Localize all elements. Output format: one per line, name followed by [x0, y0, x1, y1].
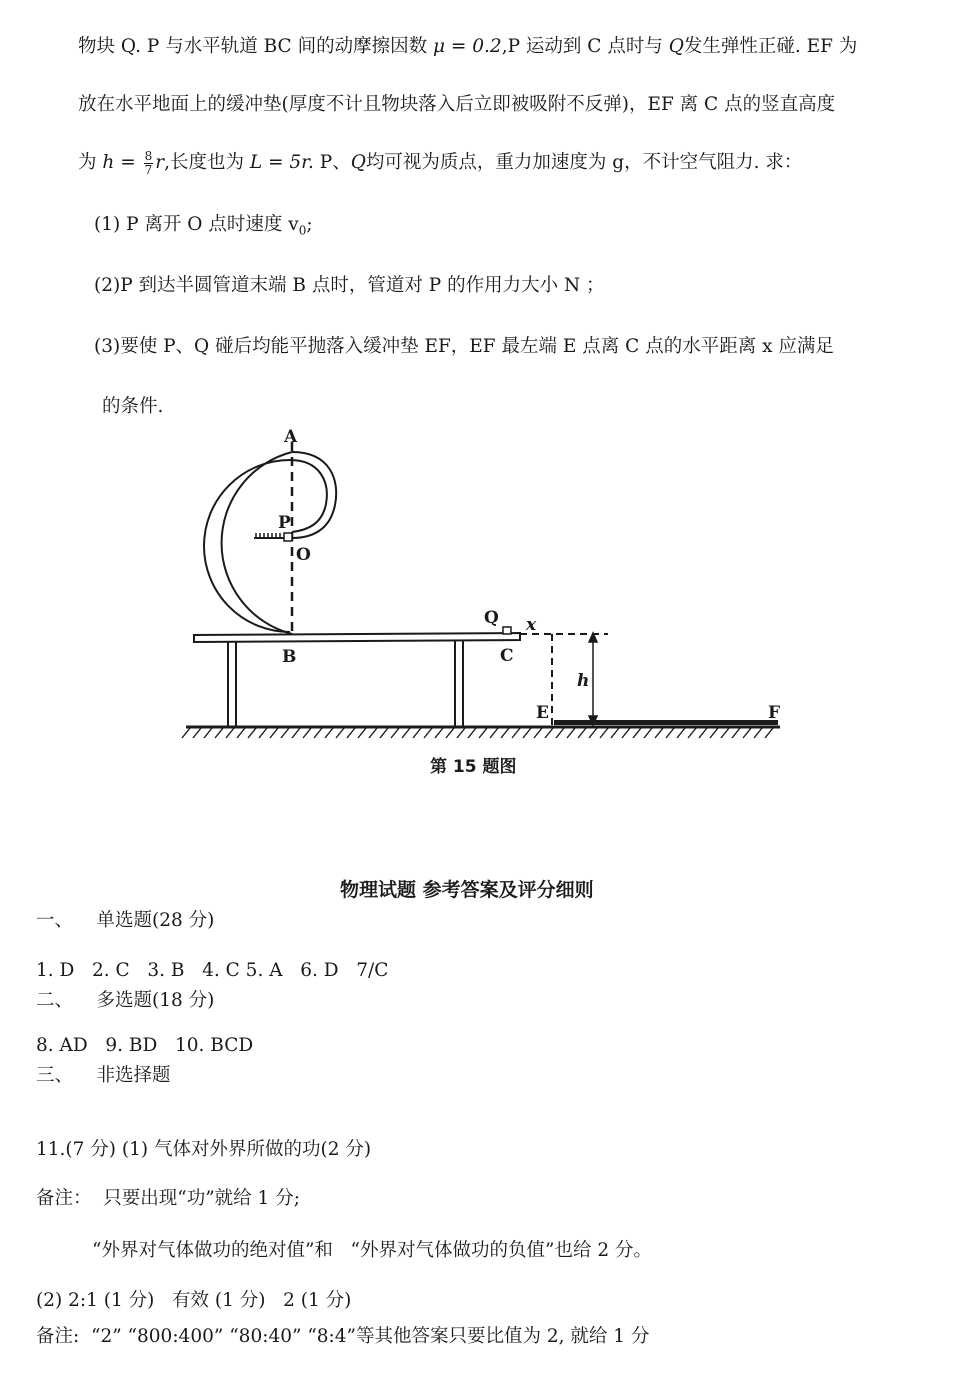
- text-run: (1) P 离开 O 点时速度 v: [94, 214, 299, 235]
- question-2: (2)P 到达半圆管道末端 B 点时，管道对 P 的作用力大小 N ；: [94, 275, 605, 296]
- answers-title: 物理试题 参考答案及评分细则: [340, 879, 594, 901]
- mu-value: μ = 0.2: [432, 36, 502, 57]
- fraction-denominator: 7: [144, 162, 153, 177]
- fraction-numerator: 8: [144, 149, 153, 163]
- hatch-mark: [545, 728, 553, 738]
- semicircle-pipe: [204, 452, 336, 634]
- hatch-mark: [578, 728, 586, 738]
- hatch-mark: [424, 728, 432, 738]
- hatch-mark: [556, 728, 564, 738]
- hatch-mark: [666, 728, 674, 738]
- hatch-mark: [358, 728, 366, 738]
- hatch-mark: [435, 728, 443, 738]
- label-F: F: [768, 703, 781, 723]
- hatch-mark: [292, 728, 300, 738]
- hatch-mark: [512, 728, 520, 738]
- hatch-mark: [567, 728, 575, 738]
- hatch-mark: [710, 728, 718, 738]
- text-run: ;: [306, 214, 313, 235]
- hatch-mark: [457, 728, 465, 738]
- q-symbol: Q: [350, 152, 366, 174]
- question-3: (3)要使 P、Q 碰后均能平抛落入缓冲垫 EF，EF 最左端 E 点离 C 点的水平距离 x 应满足: [94, 336, 834, 357]
- hatch-mark: [402, 728, 410, 738]
- hatch-mark: [611, 728, 619, 738]
- hatch-mark: [215, 728, 223, 738]
- q11-answer: 11.(7 分) (1) 气体对外界所做的功(2 分): [36, 1139, 372, 1160]
- hatch-mark: [721, 728, 729, 738]
- q-symbol: Q: [668, 36, 684, 57]
- problem-line-2: 放在水平地面上的缓冲垫(厚度不计且物块落入后立即被吸附不反弹)，EF 离 C 点的竖直高度: [78, 94, 836, 115]
- hatch-mark: [193, 728, 201, 738]
- section-2-answers: 8. AD 9. BD 10. BCD: [36, 1035, 254, 1056]
- hatch-mark: [765, 728, 773, 738]
- hatch-mark: [732, 728, 740, 738]
- problem-line-1: [78, 38, 857, 57]
- spring-launcher: [254, 533, 292, 541]
- h-symbol: h =: [102, 152, 136, 174]
- text-run: 发生弹性正碰. EF 为: [683, 36, 858, 57]
- text-run: 为: [78, 152, 97, 174]
- hatch-mark: [534, 728, 542, 738]
- hatch-mark: [622, 728, 630, 738]
- hatch-mark: [380, 728, 388, 738]
- hatch-mark: [281, 728, 289, 738]
- hatch-mark: [259, 728, 267, 738]
- hatch-mark: [347, 728, 355, 738]
- ground-hatching: [182, 728, 773, 738]
- cushion-EF: [554, 720, 778, 725]
- note-1: 备注： 只要出现“功”就给 1 分;: [36, 1188, 300, 1209]
- label-A: A: [284, 427, 298, 447]
- text-run: 物块 Q. P 与水平轨道 BC 间的动摩擦因数: [78, 36, 428, 57]
- hatch-mark: [479, 728, 487, 738]
- section-3-heading: 三、 非选择题: [36, 1065, 171, 1086]
- question-1: [94, 216, 313, 237]
- hatch-mark: [314, 728, 322, 738]
- hatch-mark: [248, 728, 256, 738]
- hatch-mark: [391, 728, 399, 738]
- physics-diagram: [180, 420, 790, 790]
- hatch-mark: [633, 728, 641, 738]
- section-2-heading: 二、 多选题(18 分): [36, 990, 215, 1011]
- question-3-continuation: 的条件.: [102, 396, 164, 417]
- hatch-mark: [644, 728, 652, 738]
- hatch-mark: [237, 728, 245, 738]
- section-1-answers: 1. D 2. C 3. B 4. C 5. A 6. D 7/C: [36, 960, 389, 981]
- hatch-mark: [501, 728, 509, 738]
- note-2: 备注: “2” “800:400” “80:40” “8:4”等其他答案只要比值为 2, 就给 1 分: [36, 1326, 650, 1347]
- label-Q: Q: [484, 608, 499, 628]
- label-h: h: [577, 671, 590, 691]
- label-P: P: [278, 513, 291, 533]
- label-x: x: [526, 615, 537, 635]
- hatch-mark: [523, 728, 531, 738]
- label-B: B: [282, 647, 297, 667]
- hatch-mark: [699, 728, 707, 738]
- hatch-mark: [743, 728, 751, 738]
- section-1-heading: 一、 单选题(28 分): [36, 910, 215, 931]
- L-value: L = 5r.: [249, 152, 314, 174]
- figure-caption: 第 15 题图: [430, 757, 517, 777]
- text-run: P、: [319, 152, 351, 174]
- r-symbol: r: [155, 152, 165, 174]
- table: [194, 633, 520, 726]
- hatch-mark: [589, 728, 597, 738]
- hatch-mark: [336, 728, 344, 738]
- hatch-mark: [226, 728, 234, 738]
- hatch-mark: [754, 728, 762, 738]
- note-1-continuation: “外界对气体做功的绝对值”和 “外界对气体做功的负值”也给 2 分。: [92, 1240, 653, 1261]
- h-arrow: [589, 633, 597, 725]
- hatch-mark: [182, 728, 190, 738]
- hatch-mark: [369, 728, 377, 738]
- text-run: 均可视为质点，重力加速度为 g，不计空气阻力. 求：: [365, 152, 803, 174]
- text-run: ,P 运动到 C 点时与: [501, 36, 663, 57]
- q11-part-2: (2) 2:1 (1 分) 有效 (1 分) 2 (1 分): [36, 1290, 352, 1311]
- hatch-mark: [600, 728, 608, 738]
- fraction-8-7: [144, 150, 154, 176]
- text-run: ,长度也为: [164, 152, 244, 174]
- hatch-mark: [446, 728, 454, 738]
- label-C: C: [500, 646, 514, 666]
- hatch-mark: [677, 728, 685, 738]
- label-O: O: [296, 545, 311, 565]
- hatch-mark: [468, 728, 476, 738]
- hatch-mark: [325, 728, 333, 738]
- hatch-mark: [490, 728, 498, 738]
- label-E: E: [536, 703, 549, 723]
- hatch-mark: [688, 728, 696, 738]
- hatch-mark: [413, 728, 421, 738]
- block-Q: [503, 627, 511, 634]
- hatch-mark: [303, 728, 311, 738]
- hatch-mark: [655, 728, 663, 738]
- hatch-mark: [204, 728, 212, 738]
- problem-line-3: [78, 150, 802, 176]
- subscript-zero: 0: [298, 223, 307, 238]
- hatch-mark: [270, 728, 278, 738]
